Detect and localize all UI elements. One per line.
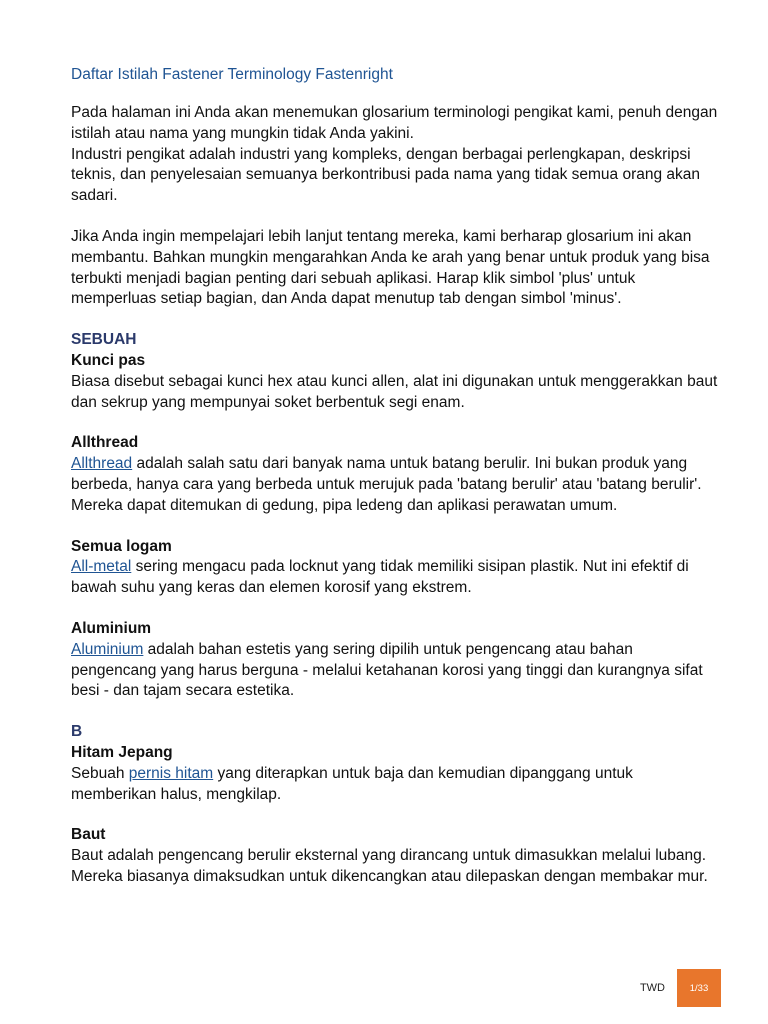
definition-prefix: Sebuah xyxy=(71,764,129,782)
term-link[interactable]: Aluminium xyxy=(71,640,144,658)
term-heading: Aluminium xyxy=(71,619,152,637)
term-heading: Kunci pas xyxy=(71,351,146,369)
term-link[interactable]: All-metal xyxy=(71,558,132,576)
glossary-section-b xyxy=(71,722,721,888)
term-definition: Biasa disebut sebagai kunci hex atau kunci allen, alat ini digunakan untuk menggerakkan baut dan sekrup yang mempunyai soket berbentuk segi enam. xyxy=(71,372,718,411)
term-definition xyxy=(71,557,721,599)
footer-label: TWD xyxy=(639,982,665,994)
glossary-entry-kunci-pas xyxy=(71,351,721,413)
term-definition xyxy=(71,764,721,806)
term-definition: Baut adalah pengencang berulir eksternal yang dirancang untuk dimasukkan melalui lubang. Mereka biasanya dimaksudkan untuk dikencangkan atau dilepaskan dengan membakar mur. xyxy=(71,847,708,885)
term-link[interactable]: Allthread xyxy=(71,455,133,473)
document-page xyxy=(71,64,721,908)
intro-paragraph-1: Pada halaman ini Anda akan menemukan glosarium terminologi pengikat kami, penuh dengan istilah atau nama yang mungkin tidak Anda yakini. xyxy=(71,104,718,142)
term-link[interactable]: pernis hitam xyxy=(128,764,214,782)
definition-text: sering mengacu pada locknut yang tidak memiliki sisipan plastik. Nut ini efektif di bawah suhu yang keras dan elemen korosif yang ekstrem. xyxy=(71,558,689,597)
term-heading: Hitam Jepang xyxy=(71,743,173,761)
glossary-entry-hitam-jepang xyxy=(71,743,721,805)
term-heading: Baut xyxy=(71,826,106,844)
section-letter-heading: SEBUAH xyxy=(71,331,137,349)
glossary-entry-semua-logam xyxy=(71,537,721,599)
term-heading: Allthread xyxy=(71,434,139,452)
page-footer xyxy=(640,969,721,1007)
definition-text: adalah salah satu dari banyak nama untuk batang berulir. Ini bukan produk yang berbeda, hanya cara yang berbeda untuk merujuk pada 'batang berulir' atau 'batang berulir'. Mereka dapat ditemukan di gedung, pipa ledeng dan aplikasi perawatan umum. xyxy=(71,455,702,514)
term-definition xyxy=(71,454,721,516)
document-title: Daftar Istilah Fastener Terminology Fastenright xyxy=(71,66,393,83)
term-heading: Semua logam xyxy=(71,537,172,555)
page-number-badge: 1/33 xyxy=(677,969,721,1007)
intro-paragraph-2: Industri pengikat adalah industri yang kompleks, dengan berbagai perlengkapan, deskripsi teknis, dan penyelesaian semuanya berkontribusi pada nama yang tidak semua orang akan sadari. xyxy=(71,145,701,205)
term-definition xyxy=(71,640,721,702)
glossary-section-a xyxy=(71,330,721,702)
section-letter-heading: B xyxy=(71,723,83,741)
intro-paragraph-3: Jika Anda ingin mempelajari lebih lanjut tentang mereka, kami berharap glosarium ini akan membantu. Bahkan mungkin mengarahkan Anda ke arah yang benar untuk produk yang bisa terbukti menjadi bagian penting dari sebuah aplikasi. Harap klik simbol 'plus' untuk memperluas setiap bagian, dan Anda dapat menutup tab dengan simbol 'minus'. xyxy=(71,227,710,308)
definition-text: yang diterapkan untuk baja dan kemudian dipanggang untuk memberikan halus, mengkilap. xyxy=(71,764,633,803)
glossary-entry-allthread xyxy=(71,433,721,516)
glossary-entry-baut xyxy=(71,825,721,887)
glossary-entry-aluminium xyxy=(71,619,721,702)
definition-text: adalah bahan estetis yang sering dipilih untuk pengencang atau bahan pengencang yang harus berguna - melalui ketahanan korosi yang tinggi dan kurangnya sifat besi - dan tajam secara estetika. xyxy=(71,640,703,700)
